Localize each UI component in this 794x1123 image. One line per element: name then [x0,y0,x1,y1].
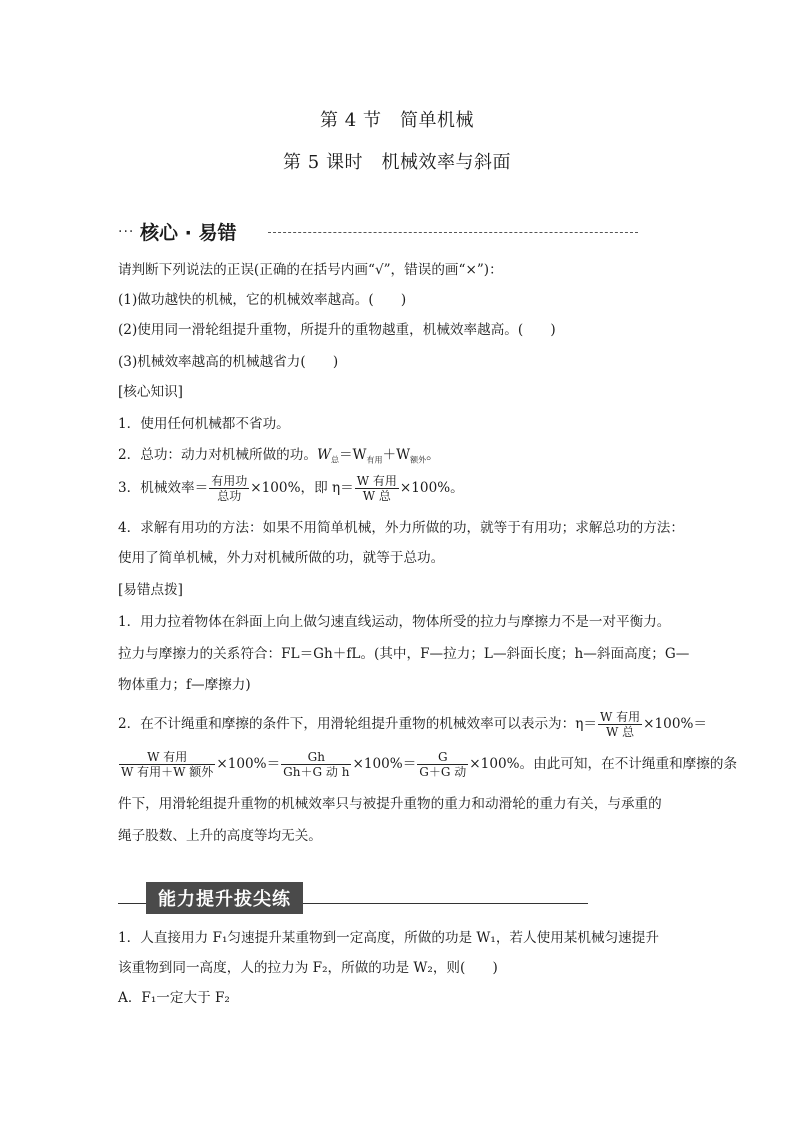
pitfall-1-line3: 物体重力；f—摩擦力) [118,677,251,693]
k2-sub-useful: 有用 [366,455,383,465]
practice-section-label: 能力提升拔尖练 [146,882,303,914]
knowledge-point-4-line1: 4．求解有用功的方法：如果不用简单机械，外力所做的功，就等于有用功；求解总功的方法： [118,520,684,536]
pitfall-2-line2 [118,750,737,779]
k2-text: 2．总功：动力对机械所做的功。 [118,447,317,463]
k2-sub-extra: 额外 [410,455,427,465]
p2-after-f3: ×100%＝ [352,756,417,772]
p2-fraction-2 [119,750,215,779]
dashed-divider [268,232,638,233]
statement-2: (2)使用同一滑轮组提升重物，所提升的重物越重，机械效率越高。( ) [118,322,556,338]
p2-f1-den: W 总 [605,725,635,739]
knowledge-point-3 [118,474,464,503]
p2-fraction-1 [598,710,642,739]
knowledge-point-2 [118,445,440,471]
p2-f1-num: W 有用 [599,710,641,724]
question-1-option-a: A．F₁一定大于 F₂ [118,990,230,1006]
k3-end: ×100%。 [399,480,464,496]
k3-mid: ×100%，即 η＝ [250,480,354,496]
knowledge-point-4-line2: 使用了简单机械，外力对机械所做的功，就等于总功。 [118,550,445,566]
instruction-text: 请判断下列说法的正误(正确的在括号内画“√”，错误的画“×”)： [118,262,503,278]
header-dots: ··· [118,224,135,240]
p2-f4-den: G＋G 动 [419,765,467,779]
pitfall-1-line1: 1．用力拉着物体在斜面上向上做匀速直线运动，物体所受的拉力与摩擦力不是一对平衡力。 [118,614,671,630]
k2-plus: ＋W [382,447,411,463]
p2-f4-num: G [417,750,468,765]
p2-f2-den: W 有用＋W 额外 [121,765,214,779]
pitfall-2-line3: 件下，用滑轮组提升重物的机械效率只与被提升重物的重力和动滑轮的重力有关，与承重的 [118,796,662,812]
lesson-title: 第 5 课时 机械效率与斜面 [283,152,511,173]
knowledge-point-1: 1．使用任何机械都不省功。 [118,416,290,432]
k3-frac2-num: W 有用 [356,474,397,488]
k2-w: W [316,447,331,463]
pitfall-2-line4: 绳子股数、上升的高度等均无关。 [118,828,322,844]
k3-frac1-den: 总功 [217,489,242,503]
k3-frac2-den: W 总 [362,489,391,503]
p2-fraction-4 [417,750,468,779]
k2-eq: ＝W [338,447,367,463]
k2-sub-total: 总 [330,455,339,465]
section-title: 第 4 节 简单机械 [320,110,474,131]
statement-1: (1)做功越快的机械，它的机械效率越高。( ) [118,292,407,308]
statement-3: (3)机械效率越高的机械越省力( ) [118,354,339,370]
p2-after-f2: ×100%＝ [216,756,281,772]
question-1-line2: 该重物到同一高度，人的拉力为 F₂，所做的功是 W₂，则( ) [118,960,498,976]
k2-end: 。 [426,447,440,463]
k3-fraction-2 [355,474,399,503]
p2-after-f1: ×100%＝ [643,716,707,732]
k3-prefix: 3．机械效率＝ [118,480,209,496]
p2-f2-num: W 有用 [119,750,215,765]
p2-prefix: 2．在不计绳重和摩擦的条件下，用滑轮组提升重物的机械效率可以表示为：η＝ [118,716,597,732]
practice-section-header [118,880,588,910]
pitfall-heading: [易错点拨] [118,582,183,598]
question-1-line1: 1．人直接用力 F₁匀速提升某重物到一定高度，所做的功是 W₁，若人使用某机械匀速提升 [118,930,659,946]
k3-frac1-num: 有用功 [211,474,248,488]
k3-fraction-1 [209,474,249,503]
p2-after-f4: ×100%。由此可知，在不计绳重和摩擦的条 [469,756,738,772]
p2-f3-den: Gh＋G 动 h [283,765,350,779]
core-section-label: 核心 · 易错 [140,222,237,244]
knowledge-heading: [核心知识] [118,384,183,400]
core-section-header [118,218,638,248]
pitfall-1-line2: 拉力与摩擦力的关系符合：FL＝Gh＋fL。(其中，F—拉力；L—斜面长度；h—斜面高度；G— [118,646,690,662]
pitfall-2-line1 [118,710,707,739]
p2-f3-num: Gh [281,750,351,765]
p2-fraction-3 [281,750,351,779]
